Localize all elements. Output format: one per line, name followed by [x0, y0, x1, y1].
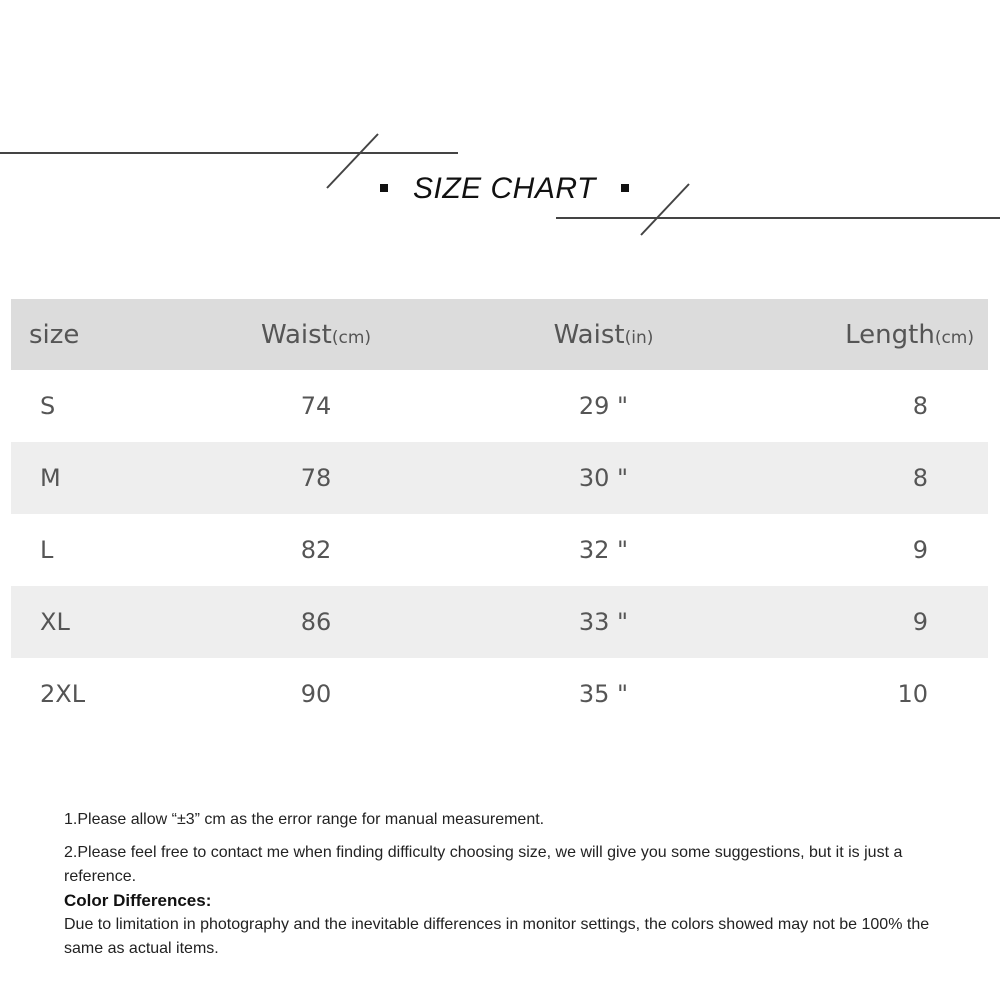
column-label: Waist — [553, 319, 625, 350]
notes-section — [64, 808, 944, 961]
cell-waist-cm: 86 — [300, 608, 332, 636]
color-differences-title: Color Differences: — [64, 891, 212, 910]
title-bullet-right — [621, 184, 629, 192]
table-header-row — [11, 299, 988, 370]
cell-waist-cm: 90 — [300, 680, 332, 708]
column-header-length-cm — [736, 299, 988, 370]
size-table — [11, 299, 988, 730]
cell-length-cm: 9 — [912, 536, 928, 564]
column-unit: (in) — [624, 327, 654, 348]
cell-length-cm: 10 — [897, 680, 928, 708]
color-differences-text: Due to limitation in photography and the inevitable differences in monitor settings, the colors showed may not be 100% the same as actual items. — [64, 916, 930, 957]
cell-length-cm: 8 — [912, 392, 928, 420]
column-label: size — [29, 319, 80, 350]
cell-size: L — [40, 536, 54, 564]
column-unit: (cm) — [934, 327, 974, 348]
column-unit: (cm) — [331, 327, 372, 348]
cell-size: 2XL — [40, 680, 86, 708]
table-row — [11, 370, 988, 442]
cell-size: M — [40, 464, 61, 492]
table-row — [11, 586, 988, 658]
cell-size: S — [40, 392, 56, 420]
note-contact: 2.Please feel free to contact me when finding difficulty choosing size, we will give you some suggestions, but it is just a reference. — [64, 844, 903, 885]
column-label: Length — [845, 319, 935, 350]
cell-waist-in: 33 " — [578, 608, 629, 636]
page-title: SIZE CHART — [413, 172, 596, 205]
cell-size: XL — [40, 608, 70, 636]
cell-length-cm: 8 — [912, 464, 928, 492]
column-header-size — [11, 299, 161, 370]
note-error-range: 1.Please allow “±3” cm as the error range for manual measurement. — [64, 811, 545, 828]
cell-waist-cm: 82 — [300, 536, 332, 564]
column-header-waist-cm — [161, 299, 471, 370]
cell-waist-in: 32 " — [578, 536, 629, 564]
cell-waist-cm: 78 — [300, 464, 332, 492]
cell-length-cm: 9 — [912, 608, 928, 636]
column-header-waist-in — [471, 299, 736, 370]
table-row — [11, 514, 988, 586]
title-bullet-left — [380, 184, 388, 192]
size-chart-header — [0, 168, 1000, 212]
table-row — [11, 442, 988, 514]
cell-waist-in: 30 " — [578, 464, 629, 492]
column-label: Waist — [260, 319, 332, 350]
cell-waist-cm: 74 — [300, 392, 332, 420]
table-row — [11, 658, 988, 730]
cell-waist-in: 29 " — [578, 392, 629, 420]
cell-waist-in: 35 " — [578, 680, 629, 708]
decorative-lines — [0, 0, 1000, 260]
